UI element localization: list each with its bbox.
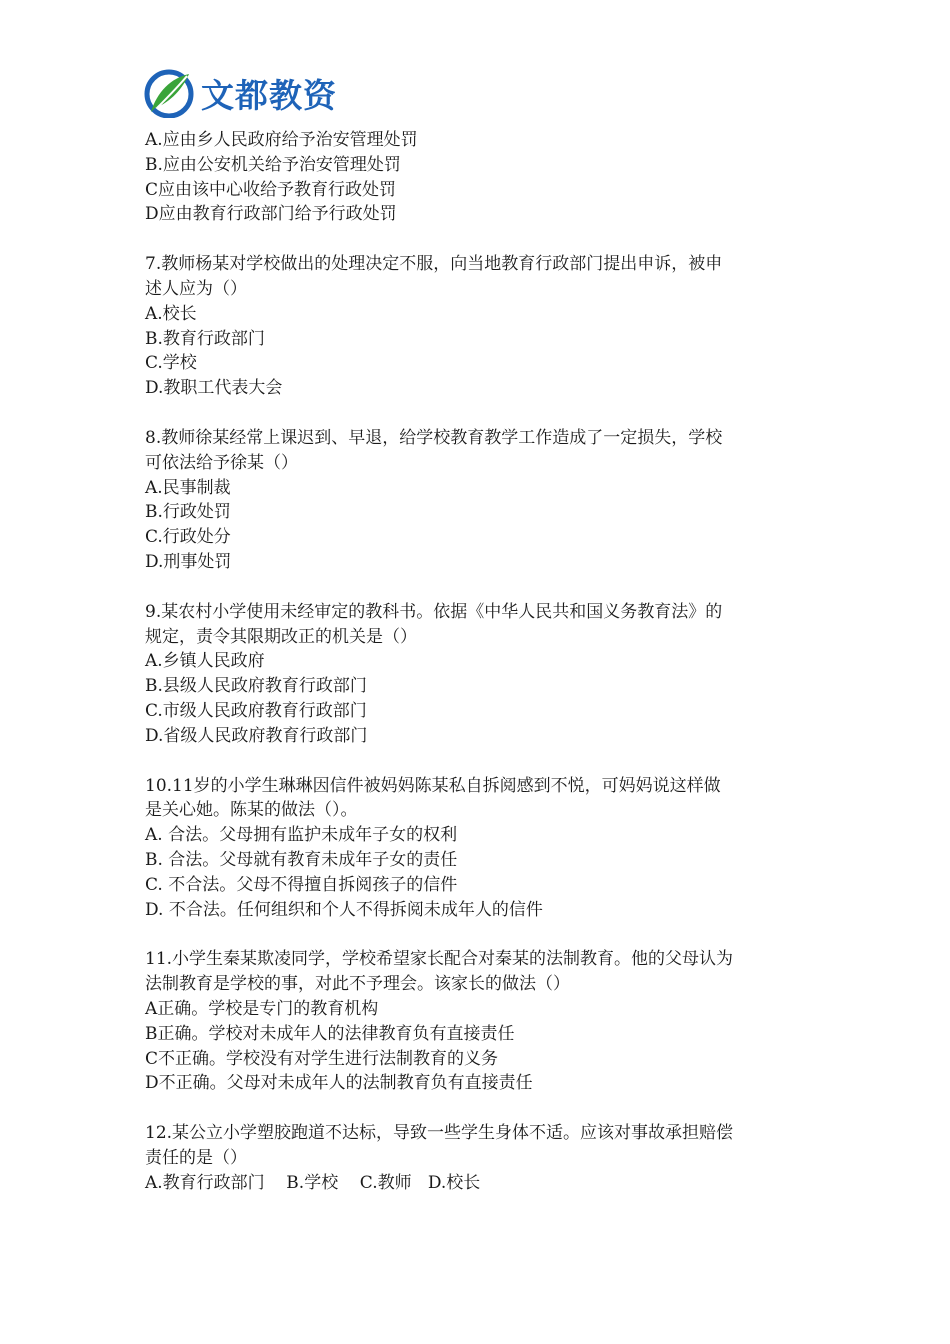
question-8: [145, 426, 817, 575]
question-6-partial: [145, 128, 817, 227]
question-12: [145, 1121, 817, 1195]
option-c: C不正确。学校没有对学生进行法制教育的义务: [145, 1048, 499, 1069]
question-7: [145, 252, 817, 401]
option-b: B.教育行政部门: [145, 328, 265, 349]
option-d: D.刑事处罚: [145, 551, 232, 572]
option-a: A.乡镇人民政府: [145, 651, 265, 672]
question-stem-line: 7.教师杨某对学校做出的处理决定不服，向当地教育行政部门提出申诉，被申: [145, 254, 723, 275]
question-stem-line: 11.小学生秦某欺凌同学，学校希望家长配合对秦某的法制教育。他的父母认为: [145, 949, 734, 970]
logo: [143, 68, 337, 118]
option-b: B.应由公安机关给予治安管理处罚: [145, 154, 401, 175]
question-list: [145, 128, 817, 1220]
question-stem-line: 10.11岁的小学生琳琳因信件被妈妈陈某私自拆阅感到不悦，可妈妈说这样做: [145, 775, 721, 796]
option-d: D.教职工代表大会: [145, 378, 283, 399]
option-b: B.县级人民政府教育行政部门: [145, 676, 367, 697]
option-b: B.行政处罚: [145, 502, 231, 523]
option-c: C. 不合法。父母不得擅自拆阅孩子的信件: [145, 874, 458, 895]
option-a: A正确。学校是专门的教育机构: [145, 998, 379, 1019]
question-9: [145, 600, 817, 749]
option-b: B. 合法。父母就有教育未成年子女的责任: [145, 849, 458, 870]
option-b: B正确。学校对未成年人的法律教育负有直接责任: [145, 1023, 515, 1044]
question-stem-line: 12.某公立小学塑胶跑道不达标，导致一些学生身体不适。应该对事故承担赔偿: [145, 1123, 734, 1144]
wendu-leaf-logo-icon: [143, 68, 195, 118]
option-c: C.行政处分: [145, 527, 231, 548]
option-a: A.民事制裁: [145, 477, 231, 498]
option-d: D应由教育行政部门给予行政处罚: [145, 204, 397, 225]
question-stem-line: 述人应为（）: [145, 278, 247, 299]
question-stem-line: 8.教师徐某经常上课迟到、早退，给学校教育教学工作造成了一定损失，学校: [145, 427, 723, 448]
option-d: D不正确。父母对未成年人的法制教育负有直接责任: [145, 1073, 533, 1094]
brand-name: 文都教资: [201, 75, 337, 115]
question-stem-line: 是关心她。陈某的做法（）。: [145, 800, 358, 821]
option-c: C.学校: [145, 353, 197, 374]
options-inline: A.教育行政部门 B.学校 C.教师 D.校长: [145, 1172, 481, 1193]
option-a: A. 合法。父母拥有监护未成年子女的权利: [145, 825, 458, 846]
option-a: A.应由乡人民政府给予治安管理处罚: [145, 130, 418, 150]
answer-options: [145, 128, 817, 227]
question-10: [145, 774, 817, 923]
answer-options: [145, 1171, 817, 1196]
answer-options: [145, 302, 817, 401]
option-d: D. 不合法。任何组织和个人不得拆阅未成年人的信件: [145, 899, 543, 920]
answer-options: [145, 649, 817, 748]
option-d: D.省级人民政府教育行政部门: [145, 725, 368, 746]
question-stem-line: 法制教育是学校的事，对此不予理会。该家长的做法（）: [145, 974, 570, 995]
answer-options: [145, 823, 817, 922]
question-11: [145, 947, 817, 1096]
question-stem-line: 规定，责令其限期改正的机关是（）: [145, 626, 417, 647]
question-stem-line: 可依法给予徐某（）: [145, 452, 298, 473]
answer-options: [145, 476, 817, 575]
question-stem-line: 9.某农村小学使用未经审定的教科书。依据《中华人民共和国义务教育法》的: [145, 601, 723, 622]
question-stem-line: 责任的是（）: [145, 1147, 247, 1168]
option-c: C.市级人民政府教育行政部门: [145, 700, 367, 721]
option-a: A.校长: [145, 303, 197, 324]
answer-options: [145, 997, 817, 1096]
option-c: C应由该中心收给予教育行政处罚: [145, 179, 397, 200]
